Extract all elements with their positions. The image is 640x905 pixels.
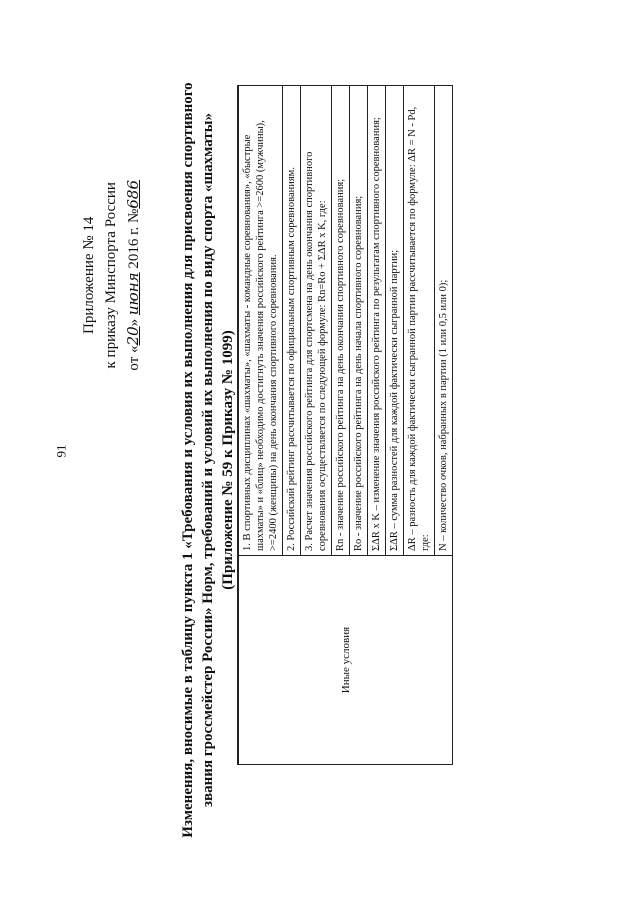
table-row: ΣΔR – сумма разностей для каждой фактически сыгранной партии; (386, 86, 404, 555)
order-number: 686 (124, 180, 142, 209)
rotated-document-body (0, 40, 620, 880)
title-line-2: звания гроссмейстер России» Норм, требований и условий их выполнения по виду спорта «шахматы» (200, 113, 216, 807)
page-number: 91 (53, 444, 69, 458)
title-line-3: (Приложение № 59 к Приказу № 1099) (220, 330, 236, 590)
content-cell (238, 86, 453, 556)
document-title (178, 40, 238, 880)
title-line-1: Изменения, вносимые в таблицу пункта 1 «Требования и условия их выполнения для присвоения спортивного (180, 82, 196, 838)
conditions-table (237, 85, 453, 765)
appendix-header (78, 180, 145, 371)
table-row: Ro - значение российского рейтинга на день начала спортивного соревнования; (350, 86, 368, 555)
date-prefix: от « (126, 345, 142, 371)
date-month: июня (124, 272, 142, 316)
appendix-date-line (122, 180, 145, 371)
table-row: 3. Расчет значения российского рейтинга для спортсмена на день окончания спортивного соревнования осуществляется по следующей формуле: Rn=Ro + ΣΔR x K, где: (301, 86, 332, 555)
table-row: 1. В спортивных дисциплинах «шахматы», «шахматы - командные соревнования», «быстрые шахматы» и «блиц» необходимо достигнуть значения российского рейтинга >=2600 (мужчины), >=2400 (женщины) на день окончания спортивного соревнования. (239, 86, 283, 555)
table-row: ΔR – разность для каждой фактически сыгранной партии рассчитывается по формуле: ΔR = N - Pd, где: (404, 86, 435, 555)
label-cell: Иные условия (238, 556, 453, 765)
date-year: 2016 г. № (126, 208, 142, 269)
appendix-title: Приложение № 14 (81, 216, 97, 334)
date-day: 20 (124, 326, 142, 346)
table-row: 2. Российский рейтинг рассчитывается по официальным спортивным соревнованиям. (283, 86, 301, 555)
table-row: Rn - значение российского рейтинга на день окончания спортивного соревнования; (332, 86, 350, 555)
date-mid: » (126, 318, 142, 327)
table-row: ΣΔR x K – изменение значения российского рейтинга по результатам спортивного соревнования; (368, 86, 386, 555)
appendix-order-ref: к приказу Минспорта России (103, 182, 119, 369)
table-row: N – количество очков, набранных в партии (1 или 0,5 или 0); (438, 279, 449, 551)
